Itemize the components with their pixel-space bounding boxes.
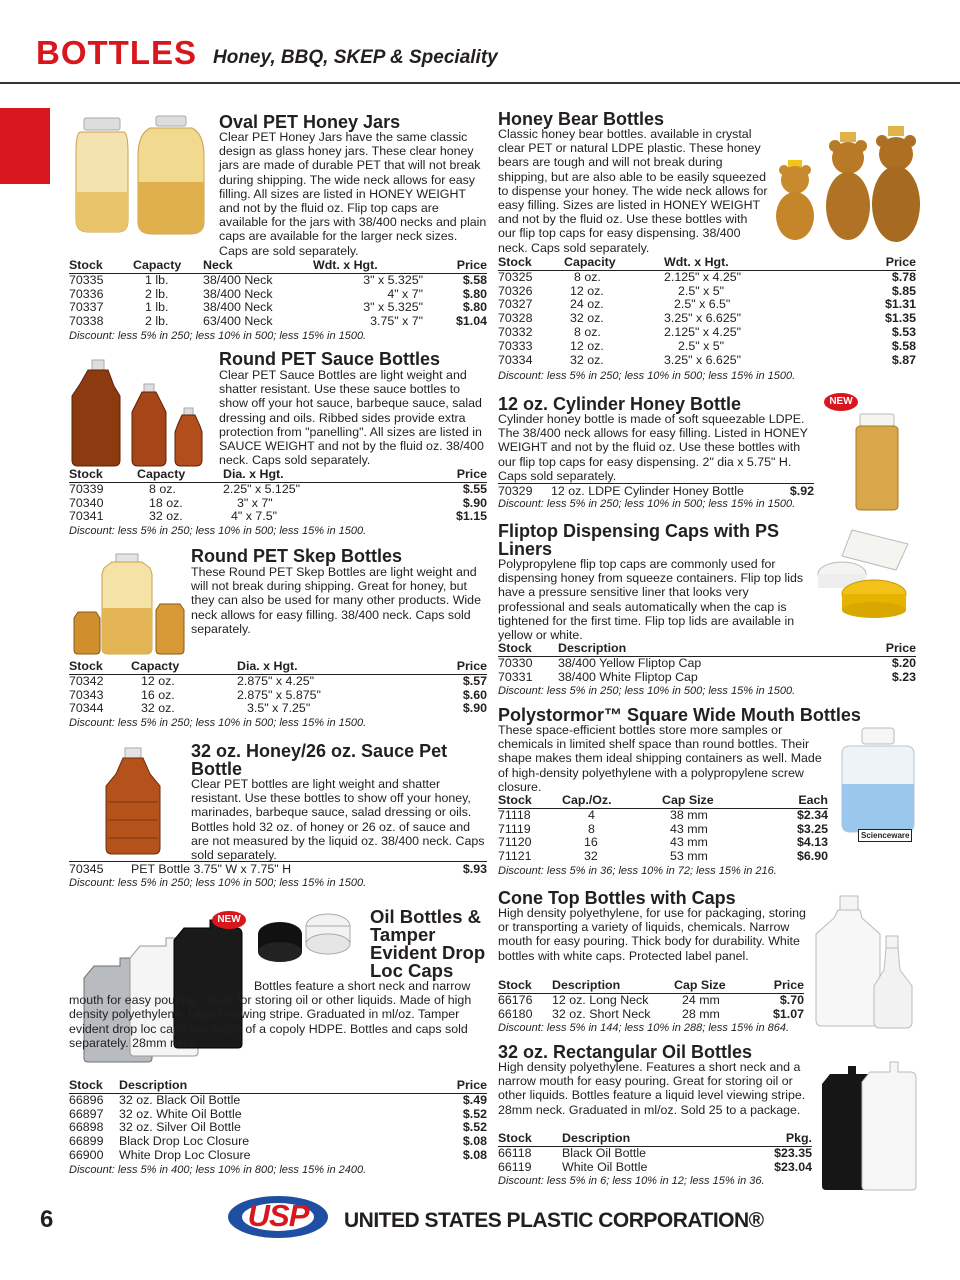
col-stock: Stock: [498, 1132, 562, 1146]
table-row: 66899 Black Drop Loc Closure $.08: [69, 1134, 487, 1149]
col-dimensions: Wdt. x Hgt.: [313, 259, 423, 273]
col-price: Price: [418, 1079, 487, 1093]
col-dimensions: Wdt. x Hgt.: [664, 256, 844, 270]
usp-logo: [226, 1194, 330, 1240]
col-price: Price: [347, 660, 487, 674]
page-title: BOTTLES: [36, 34, 197, 71]
table-row: 70325 8 oz. 2.125" x 4.25" $.78: [498, 269, 916, 284]
col-stock: Stock: [498, 794, 562, 808]
oil-bottles-title: Oil Bottles & Tamper Evident Drop Loc Caps: [370, 906, 486, 981]
oil-new-badge: NEW: [212, 911, 246, 929]
col-stock: Stock: [69, 660, 131, 674]
table-row: 66898 32 oz. Silver Oil Bottle $.52: [69, 1120, 487, 1135]
cone-top-bottles-image: [808, 894, 920, 1030]
pet-32oz-bottle-image: [98, 746, 168, 856]
table-row: 66896 32 oz. Black Oil Bottle $.49: [69, 1092, 487, 1107]
item-description: 12 oz. LDPE Cylinder Honey Bottle: [551, 484, 744, 498]
col-capacity: Capacty: [133, 259, 203, 273]
scienceware-logo: Scienceware: [858, 829, 912, 842]
sauce-bottles-image: [70, 356, 216, 468]
table-row: 70338 2 lb. 63/400 Neck 3.75" x 7" $1.04: [69, 314, 487, 329]
col-description: Description: [562, 1132, 735, 1146]
oil-bottles-description: Bottles feature a short neck and narrow mouth for easy pouring. Great for storing oil or other liquids. Made of high density polyethylene. Liquid viewing stripe. Graduated in ml/oz. Tamper evident drop loc caps are made of a copoly HDPE. Bottles and caps sold separately. 28mm neck.: [69, 979, 472, 1050]
table-row: 70341 32 oz. 4" x 7.5" $1.15: [69, 509, 487, 524]
pet-32oz-description: Clear PET bottles are light weight and shatter resistant. Use these bottles to show off your honey, marinades, barbeque sauce, salad dressing or oils. Bottles hold 32 oz. of honey or 26 oz. of sauce and are not measured by the liquid oz. 38/400 neck. Caps sold separately.: [191, 777, 485, 863]
table-row: 70331 38/400 White Fliptop Cap $.23: [498, 669, 916, 684]
oval-jars-desc-text: Clear PET Honey Jars have the same classic design as glass honey jars. These clear honey jars are made of durable PET that will not break during shipping. The wide neck allows for easy filling. All sizes are listed in HONEY WEIGHT and not by the fluid oz. Flip top caps are available for the jars with 38/400 necks and plain caps are available for the larger neck sizes. Caps are sold separately.: [219, 130, 487, 258]
rect-oil-discount: Discount: less 5% in 6; less 10% in 12; less 15% in 36.: [498, 1175, 765, 1187]
table-row: 70339 8 oz. 2.25" x 5.125" $.55: [69, 481, 487, 496]
rect-oil-bottles-image: [818, 1056, 918, 1192]
polystormor-title: Polystormor™ Square Wide Mouth Bottles: [498, 705, 861, 725]
header-divider: [0, 82, 960, 84]
col-each: Each: [766, 794, 828, 808]
col-stock: Stock: [498, 642, 558, 656]
col-price: Price: [333, 468, 487, 482]
rect-oil-table: [498, 1132, 812, 1174]
table-row: 66897 32 oz. White Oil Bottle $.52: [69, 1106, 487, 1121]
skep-bottles-table: [69, 660, 487, 716]
table-row: 70326 12 oz. 2.5" x 5" $.85: [498, 283, 916, 298]
table-row: 71120 16 43 mm $4.13: [498, 835, 828, 850]
oval-jars-title: Oval PET Honey Jars: [219, 112, 401, 132]
col-stock: Stock: [498, 256, 564, 270]
col-stock: Stock: [69, 259, 133, 273]
fliptop-caps-image: [812, 520, 916, 620]
col-price: Price: [423, 259, 487, 273]
cylinder-row: [498, 483, 814, 498]
oil-bottles-table: [69, 1079, 487, 1163]
corporation-name: UNITED STATES PLASTIC CORPORATION®: [344, 1209, 764, 1232]
col-description: Description: [119, 1079, 418, 1093]
col-stock: Stock: [498, 979, 552, 993]
skep-bottles-discount: Discount: less 5% in 250; less 10% in 500; less 15% in 1500.: [69, 717, 367, 729]
col-description: Description: [558, 642, 853, 656]
table-row: 70344 32 oz. 3.5" x 7.25" $.90: [69, 701, 487, 716]
table-row: 66118 Black Oil Bottle $23.35: [498, 1145, 812, 1160]
polystormor-discount: Discount: less 5% in 36; less 10% in 72; less 15% in 216.: [498, 865, 777, 877]
skep-bottles-description: These Round PET Skep Bottles are light weight and will not break during shipping. Great for honey, but they can also be used for many other products. Wide neck allows for easy filling. 38/400 neck. Caps sold separately.: [191, 565, 481, 636]
fliptop-caps-table: [498, 642, 916, 684]
sauce-bottles-table: [69, 468, 487, 524]
item-price: $.92: [789, 484, 814, 498]
sauce-bottles-description: Clear PET Sauce Bottles are light weight and shatter resistant. Use these sauce bottles to show off your hot sauce, barbeque sauce, salad dressing and oils. Ribbed sides provide extra protection from "panelling". All sizes are listed in SAUCE WEIGHT and not by the fluid oz. 38/400 neck. Caps sold separately.: [219, 368, 484, 468]
col-capacity: Capacty: [137, 468, 223, 482]
honey-bear-title: Honey Bear Bottles: [498, 109, 665, 129]
table-row: 71118 4 38 mm $2.34: [498, 807, 828, 822]
cone-top-title: Cone Top Bottles with Caps: [498, 888, 736, 908]
col-capacity: Cap./Oz.: [562, 794, 662, 808]
cylinder-new-badge: NEW: [824, 393, 858, 411]
cylinder-bottle-title: 12 oz. Cylinder Honey Bottle: [498, 394, 742, 414]
page-subtitle: Honey, BBQ, SKEP & Speciality: [213, 47, 498, 68]
table-row: 66900 White Drop Loc Closure $.08: [69, 1147, 487, 1162]
table-row: 71121 32 53 mm $6.90: [498, 849, 828, 864]
fliptop-caps-title: Fliptop Dispensing Caps with PS Liners: [498, 521, 780, 559]
col-cap-size: Cap Size: [674, 979, 755, 993]
table-row: 66180 32 oz. Short Neck 28 mm $1.07: [498, 1006, 804, 1021]
col-stock: Stock: [69, 1079, 119, 1093]
oval-honey-jars-image: [72, 112, 212, 238]
col-price: Price: [755, 979, 804, 993]
table-row: 70330 38/400 Yellow Fliptop Cap $.20: [498, 655, 916, 670]
col-neck: Neck: [203, 259, 313, 273]
cone-top-table: [498, 979, 804, 1021]
col-capacity: Capacity: [564, 256, 664, 270]
rect-oil-title: 32 oz. Rectangular Oil Bottles: [498, 1042, 753, 1062]
col-dimensions: Dia. x Hgt.: [237, 660, 347, 674]
table-row: 70328 32 oz. 3.25" x 6.625" $1.35: [498, 311, 916, 326]
table-row: 70334 32 oz. 3.25" x 6.625" $.87: [498, 352, 916, 367]
oil-bottles-discount: Discount: less 5% in 400; less 10% in 800; less 15% in 2400.: [69, 1164, 367, 1176]
stock-number: 70329: [498, 484, 533, 498]
sauce-bottles-title: Round PET Sauce Bottles: [219, 349, 441, 369]
table-row: 70327 24 oz. 2.5" x 6.5" $1.31: [498, 297, 916, 312]
skep-bottles-title: Round PET Skep Bottles: [191, 546, 403, 566]
page-number: 6: [40, 1206, 54, 1233]
sauce-bottles-discount: Discount: less 5% in 250; less 10% in 500; less 15% in 1500.: [69, 525, 367, 537]
table-row: 70337 1 lb. 38/400 Neck 3" x 5.325" $.80: [69, 300, 487, 315]
oval-jars-discount: Discount: less 5% in 250; less 10% in 500; less 15% in 1500.: [69, 330, 367, 342]
polystormor-description: These space-efficient bottles store more samples or chemicals in limited shelf space than round bottles. Their shape makes them ideal shipping containers as well. Made of high-density polyethylene with a polypropylene screw closure.: [498, 723, 822, 794]
fliptop-caps-discount: Discount: less 5% in 250; less 10% in 500; less 15% in 1500.: [498, 685, 796, 697]
col-description: Description: [552, 979, 674, 993]
table-row: 66119 White Oil Bottle $23.04: [498, 1159, 812, 1174]
honey-bear-discount: Discount: less 5% in 250; less 10% in 500; less 15% in 1500.: [498, 370, 796, 382]
table-row: 71119 8 43 mm $3.25: [498, 821, 828, 836]
honey-bear-description: Classic honey bear bottles. available in crystal clear PET or natural LDPE plastic. These honey bears are tough and will not break during shipping, but are also able to be easily squeezed to dispense your honey. The wide neck allows for easy filling. Sizes are listed in HONEY WEIGHT and not by the fluid oz. Use these bottles with our flip top caps for easy dispensing. 38/400 neck. Caps sold separately.: [498, 127, 768, 255]
usp-logo-text: USP: [247, 1198, 309, 1233]
honey-bears-image: [770, 118, 930, 246]
col-price: Price: [853, 642, 916, 656]
table-row: 70335 1 lb. 38/400 Neck 3" x 5.325" $.58: [69, 272, 487, 287]
table-row: 66176 12 oz. Long Neck 24 mm $.70: [498, 992, 804, 1007]
table-row: 70343 16 oz. 2.875" x 5.875" $.60: [69, 687, 487, 702]
pet-32oz-discount: Discount: less 5% in 250; less 10% in 500; less 15% in 1500.: [69, 877, 367, 889]
skep-bottles-image: [72, 552, 188, 656]
fliptop-caps-description: Polypropylene flip top caps are commonly used for dispensing honey from squeeze containers. Flip top lids have a pressure sensitive liner that looks very professional and seals automatically when the cap is tightened for the first time. Flip top lids are available in yellow or white.: [498, 557, 804, 643]
col-cap-size: Cap Size: [662, 794, 766, 808]
col-capacity: Capacty: [131, 660, 237, 674]
table-row: 70342 12 oz. 2.875" x 4.25" $.57: [69, 673, 487, 688]
polystormor-bottle-image: [836, 724, 920, 836]
table-row: 70336 2 lb. 38/400 Neck 4" x 7" $.80: [69, 286, 487, 301]
item-description: PET Bottle 3.75" W x 7.75" H: [131, 862, 292, 876]
pet-32oz-row: [69, 861, 487, 876]
pet-32oz-title: 32 oz. Honey/26 oz. Sauce Pet Bottle: [191, 741, 448, 779]
section-tab-marker: [0, 108, 50, 184]
cylinder-bottle-image: [852, 412, 902, 512]
oval-jars-description: [219, 130, 487, 258]
table-row: 70333 12 oz. 2.5" x 5" $.58: [498, 338, 916, 353]
rect-oil-description: High density polyethylene. Features a short neck and a narrow mouth for easy pouring. Great for storing oil or other liquids. Bottles feature a liquid level viewing stripe. 28mm neck. Graduated in ml/oz. Sold 25 to a package.: [498, 1060, 806, 1117]
col-stock: Stock: [69, 468, 137, 482]
cone-top-discount: Discount: less 5% in 144; less 10% in 288; less 15% in 864.: [498, 1022, 790, 1034]
col-dimensions: Dia. x Hgt.: [223, 468, 333, 482]
table-row: 70340 18 oz. 3" x 7" $.90: [69, 495, 487, 510]
cylinder-bottle-description: Cylinder honey bottle is made of soft squeezable LDPE. The 38/400 neck allows for easy filling. Listed in HONEY WEIGHT and not by the fluid oz. Use these bottles with our flip top caps for easy dispensing. 2" dia x 5.75" H. Caps sold separately.: [498, 412, 808, 483]
stock-number: 70345: [69, 862, 104, 876]
table-row: 70332 8 oz. 2.125" x 4.25" $.53: [498, 324, 916, 339]
item-price: $.93: [462, 862, 487, 876]
col-price: Price: [844, 256, 916, 270]
oval-jars-table: [69, 259, 487, 329]
cylinder-discount: Discount: less 5% in 250; less 10% in 500; less 15% in 1500.: [498, 498, 796, 510]
honey-bear-table: [498, 256, 916, 367]
cone-top-description: High density polyethylene, for use for packaging, storing or transporting a variety of liquids, chemicals. Narrow mouth for easy pouring. Thick body for durability. White bottles with white caps. Protected label panel.: [498, 906, 806, 963]
polystormor-table: [498, 794, 828, 864]
col-package-price: Pkg.: [735, 1132, 812, 1146]
